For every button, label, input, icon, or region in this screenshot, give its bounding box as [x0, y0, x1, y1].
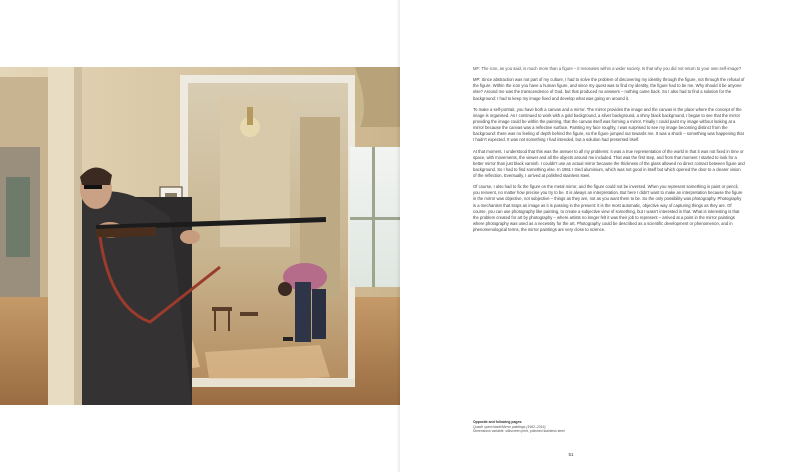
image-caption — [473, 420, 673, 434]
caption-heading: Opposite and following pages: — [473, 420, 523, 424]
interview-text — [473, 66, 745, 238]
interview-paragraph: Of course, I also had to fix the figure on the metal mirror, and the figure could not be invented. When you represent something in paint or pencil, you reinvent, no matter how precise you try to be. It is always an interpretation. But here I didn't want to make an interpretation because the figure in the mirror was objective, not subjective – things as they are, not as you want them to be. So the only possibility was photography. Photography is a mechanism that stops an image as it is passing in the present: it is the most automatic, objective way of capturing things as they are. Of course, you can use photography like painting, to create a subjective view of something, but I wasn't interested in that. What is interesting is that the problem created for art by photography – where artists no longer felt it was their job to represent – arrived at a point in the mirror paintings where photography was used as a necessity for the art. Photography could be described as a scientific development or phenomenon, and in phenomenological terms, the mirror paintings are very close to science. — [473, 184, 743, 232]
gallery-photo — [0, 67, 400, 405]
interview-paragraph: At that moment, I understood that this was the answer to all my problems: it was a true representation of the world in that it was not fixed in time or space, with movements, the viewer and all the objects around me included. That was the first step, and from that moment I started to look for a better mirror than just black varnish. I couldn't use an actual mirror because the thickness of the glass allowed no direct contact between figure and background. So I had to find something else. In 1961 I tried aluminium, which was not good in itself but which opened the door to a clearer vision of the reflection. Eventually, I arrived at polished stainless steel. — [473, 148, 745, 178]
interview-paragraph: To make a self-portrait, you have both a canvas and a mirror. The mirror provides the image and the canvas is the place where the concept of the image is organised. As I continued to work with a gold background, a silver background, a shiny black background, I began to see that the mirror providing the image could be within the painting, that the canvas itself was forming a mirror. Finally I could paint my image without looking at a mirror because the canvas was a reflective surface. Painting my face roughly, I was surprised to see my image becoming distinct from the background: there was no feeling of depth behind the figure, so the figure jumped out towards me. It was a shock – something was happening that I hadn't expected. It was not something I had intended, but a solution had presented itself. — [473, 106, 744, 143]
interview-paragraph: MF: The icon, as you said, is much more than a figure – it resonates within a wider society. Is that why you did not return to your own self-image? — [473, 66, 742, 71]
page-number: 51 — [568, 452, 574, 457]
caption-details: Dimensions variable, silkscreen print, polished stainless steel — [473, 429, 565, 434]
interview-paragraph: MP: Since abstraction was not part of my culture, I had to solve the problem of discovering my identity through the figure, not through the refusal of the figure. Within the icon you have a human figure, and since my quest was to find my identity, the figure had to be me. Why should it be anyone else? Around me was the transcendence of God, but that produced no answers – nothing came back. So I also had to find a solution for the background: I had to keep my image fixed and develop what was going on around it. — [473, 77, 745, 101]
caption-title: Quadri specchianti/Mirror paintings (1962–2016) — [473, 424, 546, 429]
